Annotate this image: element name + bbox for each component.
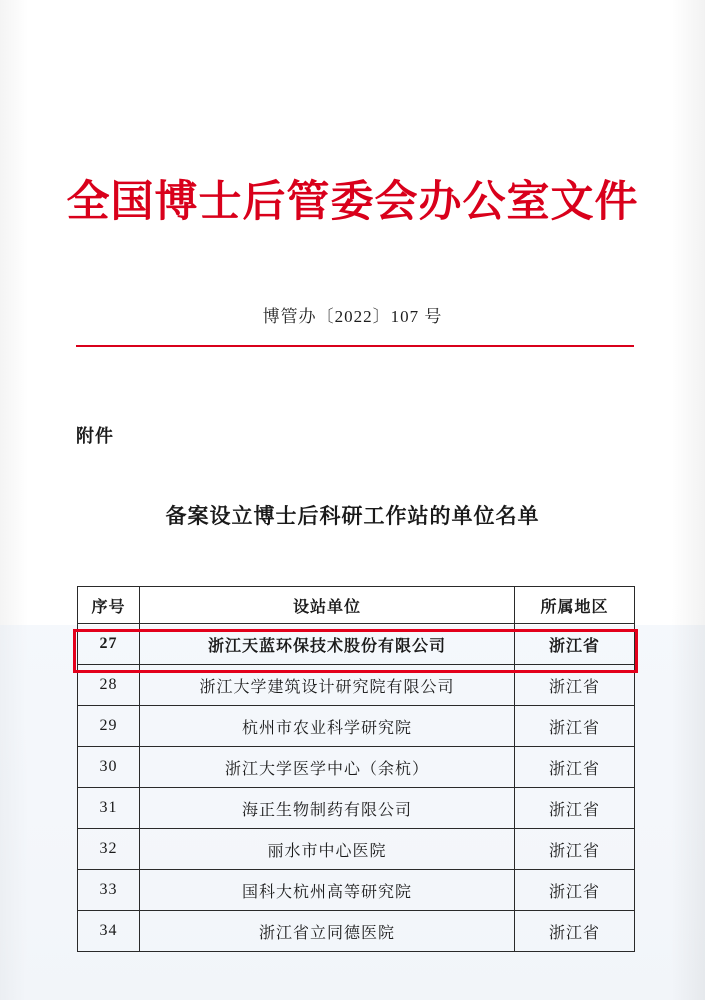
cell-region: 浙江省 [515,624,635,665]
table-row [78,624,635,665]
table-header-row [78,587,635,624]
cell-region: 浙江省 [515,829,635,870]
column-header-unit: 设站单位 [140,587,515,624]
table-row [78,706,635,747]
cell-no: 27 [78,624,140,665]
unit-list-table [77,586,635,952]
cell-region: 浙江省 [515,665,635,706]
table-row [78,829,635,870]
cell-no: 30 [78,747,140,788]
cell-unit: 浙江大学医学中心（余杭） [140,747,515,788]
cell-unit: 国科大杭州高等研究院 [140,870,515,911]
cell-unit: 杭州市农业科学研究院 [140,706,515,747]
cell-no: 29 [78,706,140,747]
cell-no: 34 [78,911,140,952]
cell-no: 28 [78,665,140,706]
table-row [78,665,635,706]
cell-region: 浙江省 [515,706,635,747]
cell-region: 浙江省 [515,747,635,788]
column-header-region: 所属地区 [515,587,635,624]
list-title: 备案设立博士后科研工作站的单位名单 [165,504,540,528]
cell-region: 浙江省 [515,870,635,911]
cell-no: 31 [78,788,140,829]
attachment-label: 附件 [76,426,114,446]
cell-unit: 浙江大学建筑设计研究院有限公司 [140,665,515,706]
cell-region: 浙江省 [515,911,635,952]
document-title: 全国博士后管委会办公室文件 [66,177,639,227]
unit-list-table-wrap [77,586,634,952]
table-row [78,870,635,911]
cell-unit: 丽水市中心医院 [140,829,515,870]
table-row [78,747,635,788]
cell-unit: 海正生物制药有限公司 [140,788,515,829]
cell-no: 33 [78,870,140,911]
table-row [78,788,635,829]
document-number: 博管办〔2022〕107 号 [262,307,443,326]
table-row [78,911,635,952]
column-header-no: 序号 [78,587,140,624]
cell-unit: 浙江省立同德医院 [140,911,515,952]
red-divider-rule [76,345,634,347]
cell-no: 32 [78,829,140,870]
cell-unit: 浙江天蓝环保技术股份有限公司 [140,624,515,665]
cell-region: 浙江省 [515,788,635,829]
